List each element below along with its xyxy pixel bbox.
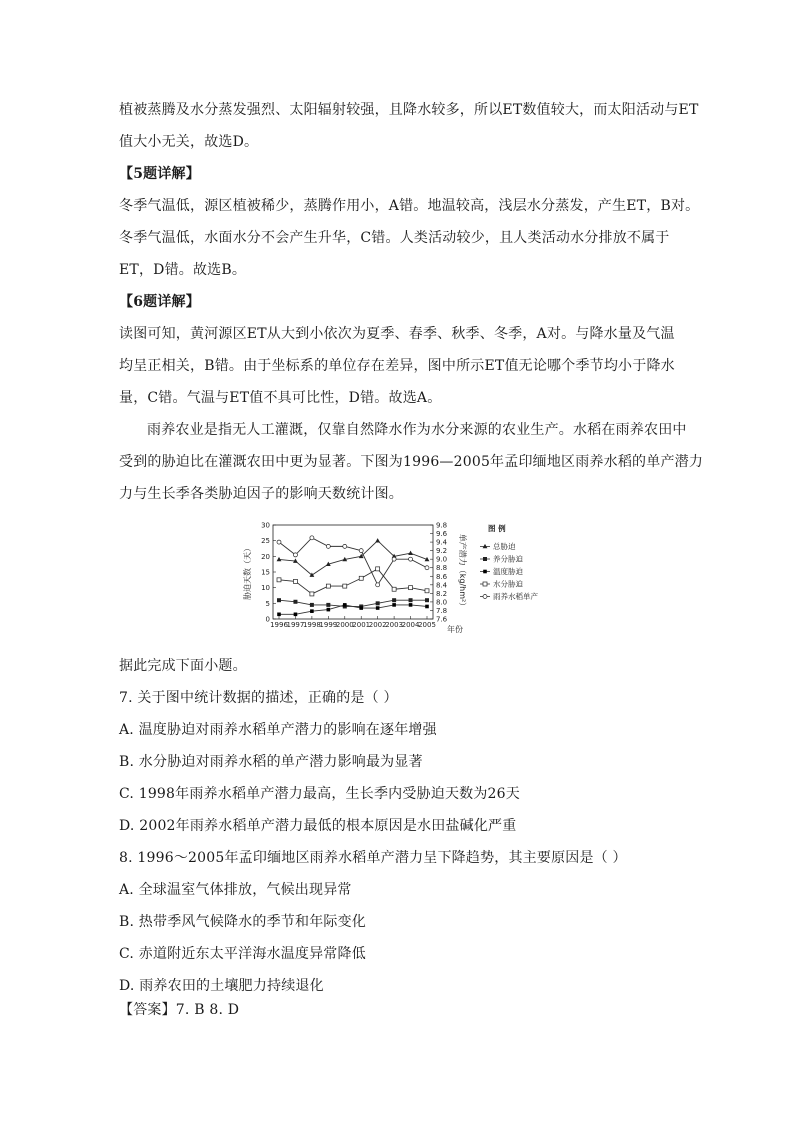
y-right-tick-label: 9.0 [436, 555, 448, 564]
series-1-point [277, 557, 282, 561]
x-tick-label: 2003 [385, 621, 404, 629]
x-tick-label: 1999 [319, 621, 338, 629]
text-line: 均呈正相关，B错。由于坐标系的单位存在差异，图中所示ET值无论哪个季节均小于降水 [119, 358, 675, 374]
option-7a: A. 温度胁迫对雨养水稻单产潜力的影响在逐年增强 [119, 722, 437, 738]
legend-label: 雨养水稻单产 [493, 592, 538, 601]
series-2-point [310, 603, 314, 607]
y-tick-label: 30 [261, 521, 270, 530]
text-line: 量，C错。气温与ET值不具可比性，D错。故选A。 [119, 390, 442, 406]
series-2-point [277, 598, 281, 602]
legend-title: 图 例 [488, 524, 506, 533]
series-3-point [425, 605, 429, 609]
y-tick-label: 5 [265, 599, 270, 608]
series-2-point [409, 598, 413, 602]
y-right-tick-label: 9.2 [436, 547, 448, 556]
series-4-point [293, 579, 297, 583]
series-2-point [293, 600, 297, 604]
series-line-3 [279, 605, 427, 614]
series-4-point [376, 567, 380, 571]
section-heading: 【5题详解】 [119, 166, 200, 182]
legend-label: 温度胁迫 [493, 567, 523, 576]
x-tick-label: 2002 [368, 621, 387, 629]
option-8c: C. 赤道附近东太平洋海水温度异常降低 [119, 946, 366, 962]
series-line-1 [279, 541, 427, 575]
text-line: 值大小无关，故选D。 [119, 134, 259, 150]
series-4-point [343, 584, 347, 588]
series-5-point [310, 536, 314, 540]
series-2-point [326, 603, 330, 607]
y-tick-label: 20 [261, 552, 270, 561]
text-line: 冬季气温低，水面水分不会产生升华，C错。人类活动较少，且人类活动水分排放不属于 [119, 230, 670, 246]
x-tick-label: 2004 [401, 621, 420, 629]
series-2-point [392, 598, 396, 602]
y-tick-label: 25 [261, 537, 270, 546]
series-5-point [277, 540, 281, 544]
option-7c: C. 1998年雨养水稻单产潜力最高，生长季内受胁迫天数为26天 [119, 786, 520, 802]
y-right-tick-label: 7.8 [436, 606, 448, 615]
y-right-tick-label: 8.2 [436, 589, 448, 598]
series-4-point [277, 578, 281, 582]
x-tick-label: 2005 [418, 621, 436, 629]
answer-line: 【答案】7. B 8. D [119, 1002, 240, 1018]
series-5-point [376, 583, 380, 587]
legend-label: 水分胁迫 [493, 579, 523, 589]
legend-marker [483, 570, 487, 574]
y-tick-label: 0 [265, 615, 270, 624]
y-right-tick-label: 9.4 [436, 538, 448, 547]
y-tick-label: 10 [261, 584, 270, 593]
series-3-point [277, 613, 281, 617]
series-4-point [409, 586, 413, 590]
text-line: ET，D错。故选B。 [119, 262, 247, 278]
y-right-tick-label: 9.6 [436, 530, 448, 539]
y-right-tick-label: 8.0 [436, 598, 448, 607]
text-line: 据此完成下面小题。 [119, 658, 247, 674]
text-line: 雨养农业是指无人工灌溉，仅靠自然降水作为水分来源的农业生产。水稻在雨养农田中 [147, 422, 687, 438]
series-4-point [392, 587, 396, 591]
option-8d: D. 雨养农田的土壤肥力持续退化 [119, 978, 324, 994]
series-line-2 [279, 600, 427, 606]
text-line: 受到的胁迫比在灌溉农田中更为显著。下图为1996—2005年孟印缅地区雨养水稻的单产潜力 [119, 454, 704, 470]
series-3-point [409, 603, 413, 607]
y-axis-title: 胁迫天数（天） [243, 544, 252, 600]
series-3-point [392, 603, 396, 607]
x-tick-label: 1998 [302, 621, 321, 629]
y-right-tick-label: 9.8 [436, 521, 448, 530]
series-5-point [326, 544, 330, 548]
legend-marker [483, 544, 488, 548]
x-axis-title: 年份 [447, 625, 463, 634]
option-8b: B. 热带季风气候降水的季节和年际变化 [119, 914, 366, 930]
legend-marker [483, 595, 487, 599]
x-tick-label: 2001 [352, 621, 371, 629]
text-line: 冬季气温低，源区植被稀少，蒸腾作用小，A错。地温较高，浅层水分蒸发，产生ET，B对。 [119, 198, 700, 214]
y-right-tick-label: 8.8 [436, 564, 448, 573]
series-4-point [425, 589, 429, 593]
text-line: 力与生长季各类胁迫因子的影响天数统计图。 [119, 486, 403, 502]
series-1-point [408, 551, 413, 555]
x-tick-label: 2000 [335, 621, 354, 629]
series-4-point [359, 576, 363, 580]
option-8a: A. 全球温室气体排放，气候出现异常 [119, 882, 352, 898]
series-3-point [327, 608, 331, 612]
series-line-4 [279, 569, 427, 594]
series-2-point [376, 601, 380, 605]
x-tick-label: 1997 [286, 621, 305, 629]
chart-svg [240, 519, 570, 644]
series-5-point [293, 553, 297, 557]
y-right-tick-label: 7.6 [436, 615, 448, 624]
series-3-point [310, 609, 314, 613]
section-heading: 【6题详解】 [119, 294, 200, 310]
option-7d: D. 2002年雨养水稻单产潜力最低的根本原因是水田盐碱化严重 [119, 818, 517, 834]
series-3-point [294, 613, 298, 617]
series-5-point [392, 557, 396, 561]
series-5-point [425, 566, 429, 570]
series-3-point [343, 603, 347, 607]
question-8: 8. 1996～2005年孟印缅地区雨养水稻单产潜力呈下降趋势，其主要原因是（ ） [119, 850, 627, 866]
text-line: 植被蒸腾及水分蒸发强烈、太阳辐射较强，且降水较多，所以ET数值较大，而太阳活动与ET [119, 102, 699, 118]
stress-yield-chart [240, 519, 570, 644]
series-3-point [359, 606, 363, 610]
y-right-axis-title: 单产潜力（kg/hm²） [458, 533, 467, 611]
series-3-point [376, 606, 380, 610]
legend-label: 总胁迫 [493, 542, 516, 551]
series-1-point [375, 538, 380, 542]
series-5-point [343, 544, 347, 548]
series-4-point [326, 584, 330, 588]
y-right-tick-label: 8.4 [436, 581, 448, 590]
legend-label: 养分胁迫 [493, 554, 523, 564]
x-tick-label: 1996 [270, 621, 288, 629]
series-5-point [359, 549, 363, 553]
text-line: 读图可知，黄河源区ET从大到小依次为夏季、春季、秋季、冬季，A对。与降水量及气温 [119, 326, 675, 342]
series-line-5 [279, 538, 427, 585]
series-2-point [425, 598, 429, 602]
y-tick-label: 15 [261, 568, 270, 577]
series-5-point [409, 557, 413, 561]
legend-marker [483, 582, 487, 586]
y-right-tick-label: 8.6 [436, 572, 448, 581]
legend-marker [483, 557, 487, 561]
question-7: 7. 关于图中统计数据的描述，正确的是（ ） [119, 690, 398, 706]
series-4-point [310, 592, 314, 596]
option-7b: B. 水分胁迫对雨养水稻的单产潜力影响最为显著 [119, 754, 423, 770]
